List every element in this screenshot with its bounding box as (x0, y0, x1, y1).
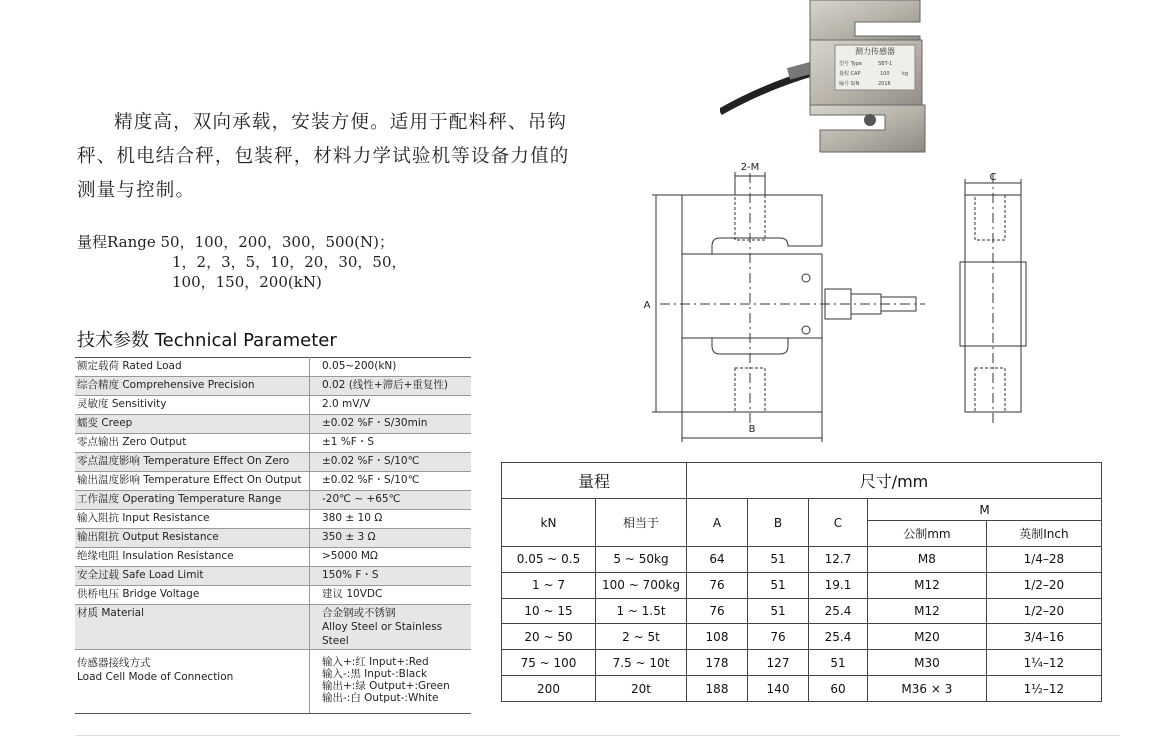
table-row (75, 434, 471, 453)
param-name: 零点输出 Zero Output (75, 434, 310, 453)
screw-top (802, 274, 810, 282)
col-a: A (687, 499, 748, 547)
nameplate-title: 测力传感器 (855, 47, 895, 56)
cable (720, 72, 815, 112)
range-line-2: 1，2，3，5，10，20，30，50， (172, 253, 407, 271)
cell-kn: 200 (502, 676, 596, 702)
cell-b: 51 (748, 547, 809, 573)
param-name: 材质 Material (75, 605, 310, 650)
cell-c: 60 (809, 676, 868, 702)
cell-metric: M36 × 3 (868, 676, 987, 702)
param-value: 350 ± 3 Ω (310, 529, 472, 548)
param-name: 供桥电压 Bridge Voltage (75, 586, 310, 605)
dimension-table (501, 462, 1102, 702)
cell-metric: M30 (868, 650, 987, 676)
col-metric: 公制mm (868, 521, 987, 547)
table-row (75, 586, 471, 605)
cell-c: 12.7 (809, 547, 868, 573)
cell-equiv: 20t (596, 676, 687, 702)
range-label: 量程Range (77, 233, 156, 251)
range-line-1: 50，100，200，300，500(N)； (160, 233, 394, 251)
cell-b: 76 (748, 624, 809, 650)
cell-equiv: 100 ~ 700kg (596, 572, 687, 598)
cell-a: 188 (687, 676, 748, 702)
range-line-3: 100，150，200(kN) (172, 273, 322, 291)
cell-equiv: 7.5 ~ 10t (596, 650, 687, 676)
cell-metric: M12 (868, 598, 987, 624)
nameplate-unit: kg (902, 71, 909, 77)
param-value (310, 605, 472, 650)
table-row (502, 598, 1102, 624)
cell-kn: 10 ~ 15 (502, 598, 596, 624)
cell-inch: 1½–12 (986, 676, 1101, 702)
col-inch: 英制Inch (986, 521, 1101, 547)
cell-c: 25.4 (809, 598, 868, 624)
cell-inch: 1/2–20 (986, 598, 1101, 624)
table-row (502, 676, 1102, 702)
dim-b-label: B (748, 424, 756, 435)
range-block (77, 232, 407, 292)
param-name: 零点温度影响 Temperature Effect On Zero (75, 453, 310, 472)
dim-a-label: A (643, 300, 651, 311)
cell-a: 178 (687, 650, 748, 676)
param-value: 0.05~200(kN) (310, 358, 472, 377)
param-name: 绝缘电阻 Insulation Resistance (75, 548, 310, 567)
param-name (75, 650, 310, 714)
table-row (75, 415, 471, 434)
connection-en: Load Cell Mode of Connection (77, 671, 234, 683)
table-row (75, 396, 471, 415)
cell-kn: 0.05 ~ 0.5 (502, 547, 596, 573)
table-row (75, 491, 471, 510)
cell-b: 127 (748, 650, 809, 676)
cell-metric: M8 (868, 547, 987, 573)
col-c: C (809, 499, 868, 547)
param-value: 150% F・S (310, 567, 472, 586)
cell-a: 76 (687, 572, 748, 598)
tech-heading: 技术参数 Technical Parameter (77, 330, 337, 351)
param-name: 综合精度 Comprehensive Precision (75, 377, 310, 396)
technical-drawing (630, 158, 1050, 448)
table-row (75, 358, 471, 377)
nameplate-type: SBT-1 (878, 61, 893, 67)
wire-output-minus: 输出-:白 Output-:White (322, 692, 439, 704)
col-m: M (868, 499, 1102, 521)
cell-kn: 20 ~ 50 (502, 624, 596, 650)
cell-c: 19.1 (809, 572, 868, 598)
table-row (75, 605, 471, 650)
param-name: 输入阻抗 Input Resistance (75, 510, 310, 529)
cell-inch: 1/4–28 (986, 547, 1101, 573)
param-value: ±0.02 %F・S/10℃ (310, 453, 472, 472)
nameplate-type-label: 型号 Type (839, 61, 863, 67)
param-value: ±0.02 %F・S/30min (310, 415, 472, 434)
nameplate-sn-label: 编号 S/N (839, 81, 860, 87)
cell-b: 140 (748, 676, 809, 702)
param-value: >5000 MΩ (310, 548, 472, 567)
param-name: 安全过载 Safe Load Limit (75, 567, 310, 586)
param-value: -20℃ ~ +65℃ (310, 491, 472, 510)
table-row (75, 567, 471, 586)
table-row (75, 650, 471, 714)
cell-equiv: 2 ~ 5t (596, 624, 687, 650)
param-value (310, 650, 472, 714)
dim-2m-label: 2-M (740, 162, 760, 173)
param-name: 灵敏度 Sensitivity (75, 396, 310, 415)
tech-param-table (75, 357, 471, 714)
table-row (75, 472, 471, 491)
cell-metric: M12 (868, 572, 987, 598)
cell-c: 51 (809, 650, 868, 676)
nameplate-cap-label: 量程 CAP (839, 71, 861, 77)
col-b: B (748, 499, 809, 547)
table-row (502, 547, 1102, 573)
screw-bottom (802, 326, 810, 334)
wire-input-plus: 输入+:红 Input+:Red (322, 656, 429, 668)
cell-equiv: 1 ~ 1.5t (596, 598, 687, 624)
param-name: 工作温度 Operating Temperature Range (75, 491, 310, 510)
cell-metric: M20 (868, 624, 987, 650)
cell-a: 76 (687, 598, 748, 624)
table-row (75, 529, 471, 548)
table-row (75, 548, 471, 567)
cell-equiv: 5 ~ 50kg (596, 547, 687, 573)
param-name: 输出阻抗 Output Resistance (75, 529, 310, 548)
param-name: 输出温度影响 Temperature Effect On Output (75, 472, 310, 491)
material-cn: 合金钢或不锈钢 (322, 607, 396, 619)
table-row (502, 463, 1102, 499)
material-en: Alloy Steel or Stainless Steel (322, 621, 443, 647)
param-name: 额定载荷 Rated Load (75, 358, 310, 377)
param-value: 380 ± 10 Ω (310, 510, 472, 529)
param-value: 2.0 mV/V (310, 396, 472, 415)
table-row (502, 572, 1102, 598)
table-row (502, 650, 1102, 676)
cell-c: 25.4 (809, 624, 868, 650)
s-beam-top (810, 0, 920, 45)
cell-b: 51 (748, 598, 809, 624)
connection-cn: 传感器接线方式 (77, 657, 151, 669)
s-beam-bottom (810, 105, 925, 152)
nameplate-sn: 2016 (878, 81, 891, 87)
cell-a: 64 (687, 547, 748, 573)
table-row (502, 624, 1102, 650)
dim-c-label: C (989, 172, 997, 183)
table-row (75, 510, 471, 529)
intro-text: 精度高，双向承载，安装方便。适用于配料秤、吊钩秤、机电结合秤，包装秤，材料力学试验机等设备力值的测量与控制。 (77, 112, 570, 201)
param-value: 0.02 (线性+滞后+重复性) (310, 377, 472, 396)
param-value: 建议 10VDC (310, 586, 472, 605)
param-name: 蠕变 Creep (75, 415, 310, 434)
wire-output-plus: 输出+:绿 Output+:Green (322, 680, 450, 692)
range-header: 量程 (502, 463, 687, 499)
cell-kn: 1 ~ 7 (502, 572, 596, 598)
mount-hole (864, 114, 876, 126)
cell-b: 51 (748, 572, 809, 598)
cell-inch: 1/2–20 (986, 572, 1101, 598)
cell-kn: 75 ~ 100 (502, 650, 596, 676)
table-row (75, 377, 471, 396)
nameplate-cap: 100 (880, 71, 890, 77)
wire-input-minus: 输入-:黑 Input-:Black (322, 668, 428, 680)
col-kn: kN (502, 499, 596, 547)
cell-a: 108 (687, 624, 748, 650)
cell-inch: 1¼–12 (986, 650, 1101, 676)
product-photo (720, 0, 935, 160)
size-header: 尺寸/mm (687, 463, 1102, 499)
table-row (75, 453, 471, 472)
param-value: ±0.02 %F・S/10℃ (310, 472, 472, 491)
table-row (502, 499, 1102, 521)
param-value: ±1 %F・S (310, 434, 472, 453)
cell-inch: 3/4–16 (986, 624, 1101, 650)
col-equiv: 相当于 (596, 499, 687, 547)
bottom-divider (75, 735, 1120, 736)
